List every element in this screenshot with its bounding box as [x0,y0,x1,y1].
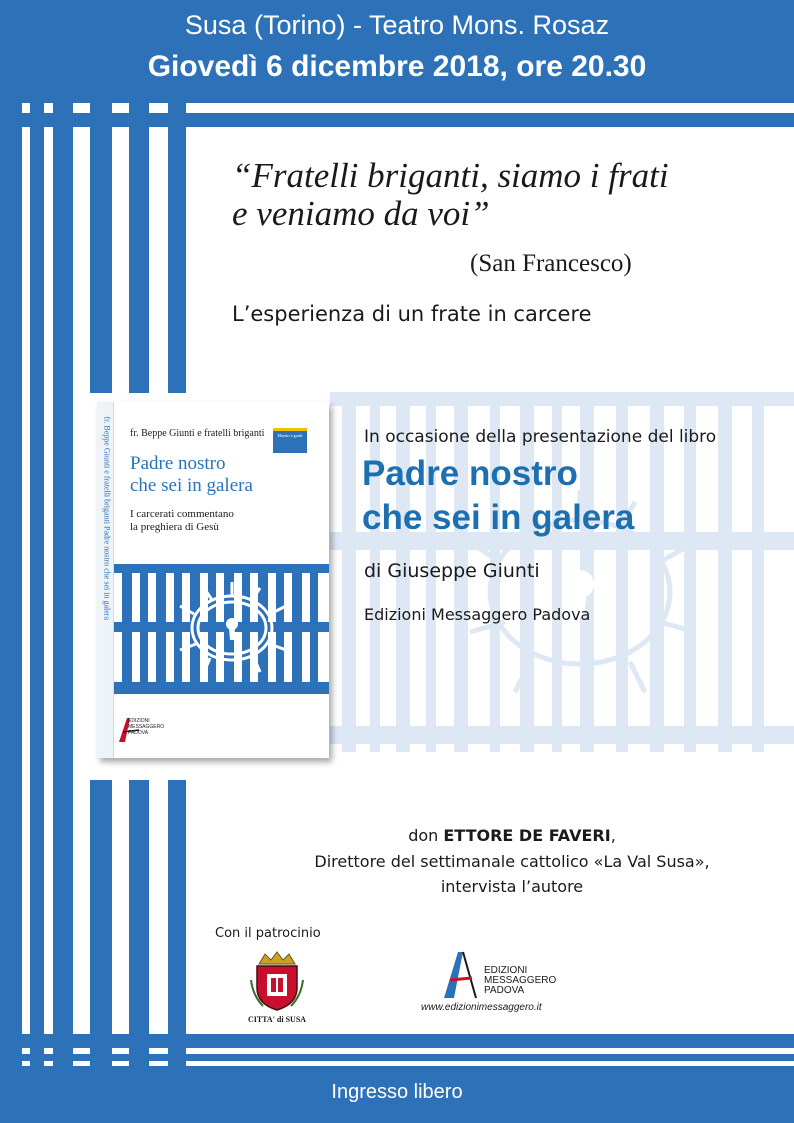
occasion-text: In occasione della presentazione del libro [364,427,717,447]
book-spine-text: fr. Beppe Giunti e fratelli briganti Padre nostro che sei in galera [102,416,112,620]
stripe [129,780,149,1066]
entry-note: Ingresso libero [331,1081,463,1103]
stripe [90,780,112,1066]
stripe [0,392,22,782]
event-date-time: Giovedì 6 dicembre 2018, ore 20.30 [147,50,647,83]
book-title-line: Padre nostro [362,454,578,493]
quote-line: e veniamo da voi” [232,194,490,233]
book-title-line: che sei in galera [362,498,635,537]
stripe [30,103,44,393]
cover-subtitle-line: la preghiera di Gesù [130,521,219,533]
host-role: Direttore del settimanale cattolico «La Val Susa», [314,852,710,871]
book-title [362,452,634,540]
cover-subtitle-line: I carcerati commentano [130,508,234,520]
host-suffix: , [610,826,616,845]
stripe [30,392,44,782]
stripe [90,103,112,393]
city-crest-icon [247,950,307,1012]
publisher-logo-icon [440,948,480,1000]
publisher-url: www.edizionimessaggero.it [421,1002,542,1013]
host-action: intervista l’autore [440,877,584,896]
publisher-name: Edizioni Messaggero Padova [364,605,591,624]
book-author: di Giuseppe Giunti [364,560,540,582]
host-name: ETTORE DE FAVERI [443,826,611,845]
host-name-line [232,826,792,845]
book-spine [97,402,114,758]
stripe [0,103,22,393]
city-label: CITTA' di SUSA [247,1015,307,1024]
cover-title [130,453,253,497]
quote-author: (San Francesco) [470,250,632,277]
stripe [168,780,186,1066]
cover-title-line: Padre nostro [130,453,226,474]
stripe [0,780,22,1066]
cover-authors: fr. Beppe Giunti e fratelli briganti [130,428,265,439]
patrocinio-label: Con il patrocinio [215,926,321,941]
publisher-logo-line: EDIZIONI [484,965,528,976]
stripe [53,103,73,393]
publisher-logo-text [484,966,556,996]
cover-publisher-line: EDIZIONI [128,718,150,724]
book-cover [97,402,329,758]
stripe [30,780,44,1066]
cover-publisher-line: PADOVA [128,730,149,736]
stripe [129,103,149,393]
host-prefix: don [408,826,444,845]
publisher-logo-line: MESSAGGERO [484,975,557,986]
subtitle: L’esperienza di un frate in carcere [232,302,592,326]
stripe [53,780,73,1066]
event-location: Susa (Torino) - Teatro Mons. Rosaz [184,10,610,40]
stripe [53,392,73,782]
cover-title-line: che sei in galera [130,475,253,496]
series-badge: Maestri e guide [273,428,307,453]
cover-publisher-name [128,718,164,736]
quote-line: “Fratelli briganti, siamo i frati [232,156,669,195]
publisher-logo-line: PADOVA [484,985,525,996]
cover-subtitle [130,508,234,534]
prison-bars-crown-illustration [114,564,329,694]
stripe [168,103,186,393]
cover-publisher-line: MESSAGGERO [128,724,165,730]
stripe [0,113,794,127]
stripe [0,1054,794,1061]
stripe [0,1034,794,1048]
quote [232,157,669,233]
